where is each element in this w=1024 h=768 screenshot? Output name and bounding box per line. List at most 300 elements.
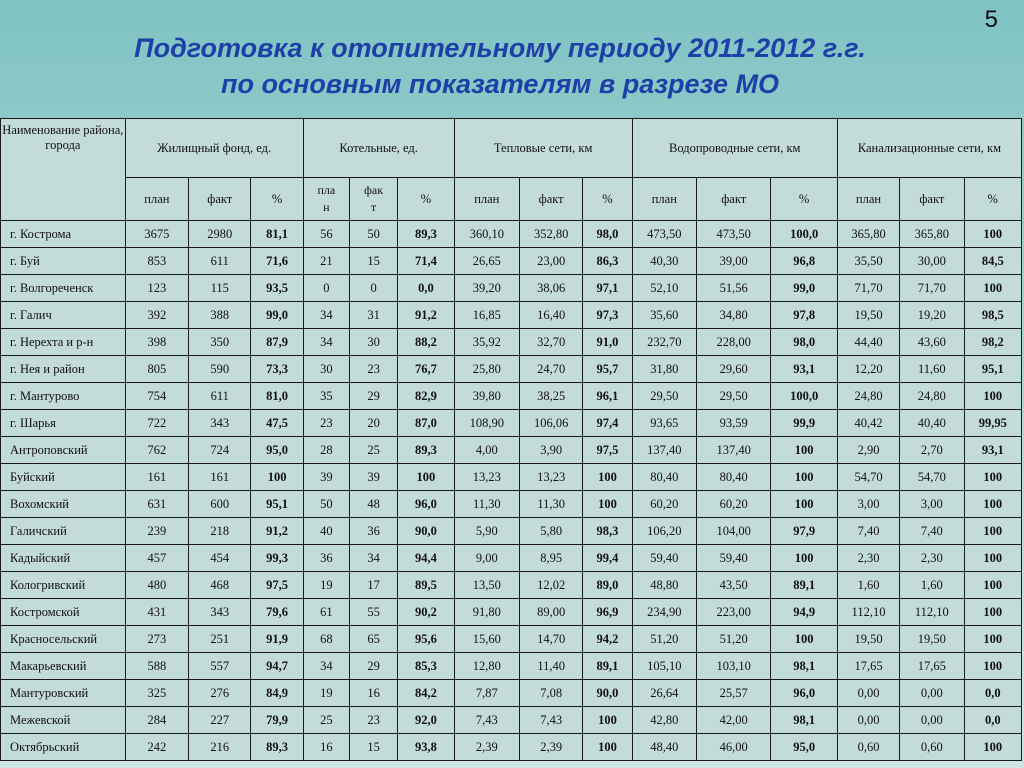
value-cell: 108,90	[454, 410, 519, 437]
percent-cell: 99,3	[251, 545, 303, 572]
percent-cell: 100	[964, 464, 1021, 491]
value-cell: 2980	[189, 221, 251, 248]
percent-cell: 100	[583, 491, 632, 518]
value-cell: 44,40	[837, 329, 899, 356]
value-cell: 42,00	[697, 707, 771, 734]
table-row	[1, 491, 1022, 518]
district-name: Макарьевский	[1, 653, 126, 680]
page-title	[0, 30, 1000, 102]
value-cell: 611	[189, 383, 251, 410]
value-cell: 17	[350, 572, 398, 599]
percent-cell: 98,0	[583, 221, 632, 248]
subheader-pct: %	[583, 178, 632, 221]
value-cell: 343	[189, 410, 251, 437]
percent-cell: 98,1	[771, 707, 837, 734]
value-cell: 137,40	[632, 437, 696, 464]
district-name: Кадыйский	[1, 545, 126, 572]
table-row	[1, 275, 1022, 302]
district-name: Красносельский	[1, 626, 126, 653]
percent-cell: 92,0	[398, 707, 454, 734]
percent-cell: 98,5	[964, 302, 1021, 329]
value-cell: 588	[125, 653, 188, 680]
percent-cell: 100	[251, 464, 303, 491]
percent-cell: 97,1	[583, 275, 632, 302]
value-cell: 365,80	[837, 221, 899, 248]
value-cell: 13,23	[454, 464, 519, 491]
value-cell: 3,00	[837, 491, 899, 518]
value-cell: 216	[189, 734, 251, 761]
percent-cell: 99,4	[583, 545, 632, 572]
district-name: Галичский	[1, 518, 126, 545]
percent-cell: 79,9	[251, 707, 303, 734]
value-cell: 239	[125, 518, 188, 545]
value-cell: 38,25	[519, 383, 582, 410]
table-row	[1, 302, 1022, 329]
indicators-table	[0, 118, 1022, 761]
value-cell: 12,02	[519, 572, 582, 599]
percent-cell: 100	[964, 626, 1021, 653]
value-cell: 1,60	[900, 572, 964, 599]
percent-cell: 89,0	[583, 572, 632, 599]
table-row	[1, 248, 1022, 275]
percent-cell: 94,2	[583, 626, 632, 653]
percent-cell: 84,5	[964, 248, 1021, 275]
percent-cell: 89,3	[251, 734, 303, 761]
district-name: г. Галич	[1, 302, 126, 329]
value-cell: 15,60	[454, 626, 519, 653]
value-cell: 48,80	[632, 572, 696, 599]
percent-cell: 100	[771, 545, 837, 572]
value-cell: 1,60	[837, 572, 899, 599]
value-cell: 473,50	[632, 221, 696, 248]
value-cell: 91,80	[454, 599, 519, 626]
subheader-fact: факт	[900, 178, 964, 221]
percent-cell: 100	[964, 545, 1021, 572]
value-cell: 25,80	[454, 356, 519, 383]
value-cell: 3,90	[519, 437, 582, 464]
table-row	[1, 653, 1022, 680]
percent-cell: 97,3	[583, 302, 632, 329]
value-cell: 34	[303, 329, 349, 356]
percent-cell: 47,5	[251, 410, 303, 437]
value-cell: 468	[189, 572, 251, 599]
value-cell: 242	[125, 734, 188, 761]
value-cell: 36	[303, 545, 349, 572]
value-cell: 11,40	[519, 653, 582, 680]
percent-cell: 96,8	[771, 248, 837, 275]
value-cell: 17,65	[900, 653, 964, 680]
subheader-pct: %	[964, 178, 1021, 221]
value-cell: 26,65	[454, 248, 519, 275]
value-cell: 29,50	[697, 383, 771, 410]
percent-cell: 99,9	[771, 410, 837, 437]
value-cell: 106,20	[632, 518, 696, 545]
table-row	[1, 599, 1022, 626]
value-cell: 25	[303, 707, 349, 734]
value-cell: 104,00	[697, 518, 771, 545]
percent-cell: 84,9	[251, 680, 303, 707]
percent-cell: 100	[583, 734, 632, 761]
value-cell: 600	[189, 491, 251, 518]
value-cell: 34,80	[697, 302, 771, 329]
percent-cell: 98,1	[771, 653, 837, 680]
value-cell: 39	[303, 464, 349, 491]
header-boilers: Котельные, ед.	[303, 119, 454, 178]
value-cell: 590	[189, 356, 251, 383]
percent-cell: 99,0	[771, 275, 837, 302]
percent-cell: 79,6	[251, 599, 303, 626]
value-cell: 557	[189, 653, 251, 680]
value-cell: 0	[350, 275, 398, 302]
value-cell: 43,60	[900, 329, 964, 356]
header-water-networks: Водопроводные сети, км	[632, 119, 837, 178]
value-cell: 24,70	[519, 356, 582, 383]
percent-cell: 100	[964, 599, 1021, 626]
percent-cell: 100	[771, 491, 837, 518]
value-cell: 7,43	[454, 707, 519, 734]
percent-cell: 95,0	[251, 437, 303, 464]
percent-cell: 100,0	[771, 383, 837, 410]
value-cell: 16,85	[454, 302, 519, 329]
value-cell: 31	[350, 302, 398, 329]
district-name: г. Волгореченск	[1, 275, 126, 302]
district-name: Буйский	[1, 464, 126, 491]
value-cell: 68	[303, 626, 349, 653]
percent-cell: 94,9	[771, 599, 837, 626]
value-cell: 2,39	[519, 734, 582, 761]
percent-cell: 71,4	[398, 248, 454, 275]
value-cell: 388	[189, 302, 251, 329]
percent-cell: 96,1	[583, 383, 632, 410]
value-cell: 2,70	[900, 437, 964, 464]
percent-cell: 89,1	[583, 653, 632, 680]
value-cell: 457	[125, 545, 188, 572]
percent-cell: 82,9	[398, 383, 454, 410]
percent-cell: 100,0	[771, 221, 837, 248]
value-cell: 29,60	[697, 356, 771, 383]
value-cell: 106,06	[519, 410, 582, 437]
value-cell: 60,20	[697, 491, 771, 518]
district-name: Антроповский	[1, 437, 126, 464]
value-cell: 4,00	[454, 437, 519, 464]
value-cell: 232,70	[632, 329, 696, 356]
district-name: г. Нерехта и р-н	[1, 329, 126, 356]
percent-cell: 100	[964, 653, 1021, 680]
subheader-plan: план	[837, 178, 899, 221]
value-cell: 51,20	[697, 626, 771, 653]
value-cell: 161	[189, 464, 251, 491]
value-cell: 35,92	[454, 329, 519, 356]
table-row	[1, 680, 1022, 707]
value-cell: 80,40	[697, 464, 771, 491]
value-cell: 0,00	[837, 707, 899, 734]
header-name: Наименование района, города	[1, 119, 126, 221]
value-cell: 11,60	[900, 356, 964, 383]
percent-cell: 89,1	[771, 572, 837, 599]
percent-cell: 90,0	[398, 518, 454, 545]
percent-cell: 95,1	[251, 491, 303, 518]
subheader-fact: факт	[189, 178, 251, 221]
district-name: Костромской	[1, 599, 126, 626]
value-cell: 19	[303, 572, 349, 599]
percent-cell: 100	[964, 572, 1021, 599]
value-cell: 123	[125, 275, 188, 302]
value-cell: 24,80	[900, 383, 964, 410]
table-row	[1, 734, 1022, 761]
value-cell: 42,80	[632, 707, 696, 734]
value-cell: 12,80	[454, 653, 519, 680]
district-name: Мантуровский	[1, 680, 126, 707]
value-cell: 392	[125, 302, 188, 329]
value-cell: 36	[350, 518, 398, 545]
table-row	[1, 356, 1022, 383]
percent-cell: 93,5	[251, 275, 303, 302]
percent-cell: 95,6	[398, 626, 454, 653]
percent-cell: 94,4	[398, 545, 454, 572]
value-cell: 115	[189, 275, 251, 302]
value-cell: 3,00	[900, 491, 964, 518]
percent-cell: 89,3	[398, 437, 454, 464]
value-cell: 137,40	[697, 437, 771, 464]
district-name: Межевской	[1, 707, 126, 734]
subheader-pct: %	[251, 178, 303, 221]
value-cell: 51,56	[697, 275, 771, 302]
subheader-plan: план	[454, 178, 519, 221]
value-cell: 46,00	[697, 734, 771, 761]
value-cell: 365,80	[900, 221, 964, 248]
percent-cell: 100	[771, 437, 837, 464]
percent-cell: 91,2	[251, 518, 303, 545]
value-cell: 89,00	[519, 599, 582, 626]
value-cell: 21	[303, 248, 349, 275]
value-cell: 480	[125, 572, 188, 599]
subheader-pct: %	[398, 178, 454, 221]
value-cell: 55	[350, 599, 398, 626]
subheader-pct: %	[771, 178, 837, 221]
percent-cell: 84,2	[398, 680, 454, 707]
percent-cell: 100	[964, 734, 1021, 761]
percent-cell: 97,4	[583, 410, 632, 437]
percent-cell: 87,0	[398, 410, 454, 437]
value-cell: 93,65	[632, 410, 696, 437]
value-cell: 71,70	[837, 275, 899, 302]
value-cell: 631	[125, 491, 188, 518]
percent-cell: 100	[964, 275, 1021, 302]
percent-cell: 97,8	[771, 302, 837, 329]
percent-cell: 93,1	[771, 356, 837, 383]
percent-cell: 73,3	[251, 356, 303, 383]
value-cell: 40,42	[837, 410, 899, 437]
value-cell: 2,30	[837, 545, 899, 572]
value-cell: 2,39	[454, 734, 519, 761]
value-cell: 59,40	[697, 545, 771, 572]
value-cell: 805	[125, 356, 188, 383]
value-cell: 16,40	[519, 302, 582, 329]
percent-cell: 100	[964, 383, 1021, 410]
value-cell: 51,20	[632, 626, 696, 653]
value-cell: 0,00	[900, 680, 964, 707]
value-cell: 325	[125, 680, 188, 707]
value-cell: 16	[350, 680, 398, 707]
table-row	[1, 221, 1022, 248]
value-cell: 234,90	[632, 599, 696, 626]
value-cell: 38,06	[519, 275, 582, 302]
value-cell: 25,57	[697, 680, 771, 707]
value-cell: 30	[350, 329, 398, 356]
value-cell: 93,59	[697, 410, 771, 437]
subheader-fact: факт	[519, 178, 582, 221]
district-name: г. Нея и район	[1, 356, 126, 383]
value-cell: 754	[125, 383, 188, 410]
table-row	[1, 437, 1022, 464]
value-cell: 29	[350, 653, 398, 680]
percent-cell: 97,9	[771, 518, 837, 545]
value-cell: 40,30	[632, 248, 696, 275]
value-cell: 16	[303, 734, 349, 761]
value-cell: 40,40	[900, 410, 964, 437]
percent-cell: 100	[964, 491, 1021, 518]
percent-cell: 91,0	[583, 329, 632, 356]
percent-cell: 98,2	[964, 329, 1021, 356]
district-name: г. Кострома	[1, 221, 126, 248]
value-cell: 61	[303, 599, 349, 626]
title-line-2: по основным показателям в разрезе МО	[221, 69, 779, 99]
value-cell: 39,20	[454, 275, 519, 302]
value-cell: 343	[189, 599, 251, 626]
percent-cell: 97,5	[251, 572, 303, 599]
district-name: г. Шарья	[1, 410, 126, 437]
value-cell: 48,40	[632, 734, 696, 761]
percent-cell: 99,0	[251, 302, 303, 329]
value-cell: 35	[303, 383, 349, 410]
value-cell: 20	[350, 410, 398, 437]
value-cell: 0,00	[837, 680, 899, 707]
value-cell: 105,10	[632, 653, 696, 680]
title-line-1: Подготовка к отопительному периоду 2011-2012 г.г.	[134, 33, 866, 63]
value-cell: 23	[350, 356, 398, 383]
value-cell: 39,00	[697, 248, 771, 275]
value-cell: 454	[189, 545, 251, 572]
percent-cell: 93,1	[964, 437, 1021, 464]
percent-cell: 95,0	[771, 734, 837, 761]
value-cell: 23,00	[519, 248, 582, 275]
percent-cell: 94,7	[251, 653, 303, 680]
value-cell: 722	[125, 410, 188, 437]
value-cell: 19,20	[900, 302, 964, 329]
value-cell: 15	[350, 734, 398, 761]
value-cell: 7,40	[900, 518, 964, 545]
percent-cell: 89,5	[398, 572, 454, 599]
subheader-plan: план	[632, 178, 696, 221]
percent-cell: 85,3	[398, 653, 454, 680]
value-cell: 11,30	[519, 491, 582, 518]
percent-cell: 90,2	[398, 599, 454, 626]
value-cell: 251	[189, 626, 251, 653]
value-cell: 80,40	[632, 464, 696, 491]
value-cell: 26,64	[632, 680, 696, 707]
value-cell: 7,43	[519, 707, 582, 734]
value-cell: 65	[350, 626, 398, 653]
percent-cell: 100	[583, 464, 632, 491]
table-row	[1, 707, 1022, 734]
value-cell: 39	[350, 464, 398, 491]
subheader-fact: факт	[697, 178, 771, 221]
value-cell: 431	[125, 599, 188, 626]
value-cell: 398	[125, 329, 188, 356]
percent-cell: 0,0	[964, 680, 1021, 707]
percent-cell: 87,9	[251, 329, 303, 356]
table-row	[1, 518, 1022, 545]
value-cell: 35,50	[837, 248, 899, 275]
percent-cell: 98,3	[583, 518, 632, 545]
value-cell: 273	[125, 626, 188, 653]
value-cell: 276	[189, 680, 251, 707]
value-cell: 14,70	[519, 626, 582, 653]
value-cell: 40	[303, 518, 349, 545]
value-cell: 9,00	[454, 545, 519, 572]
value-cell: 8,95	[519, 545, 582, 572]
value-cell: 43,50	[697, 572, 771, 599]
district-name: г. Буй	[1, 248, 126, 275]
value-cell: 34	[303, 302, 349, 329]
value-cell: 52,10	[632, 275, 696, 302]
value-cell: 112,10	[900, 599, 964, 626]
subheader-fact: фак т	[350, 178, 398, 221]
slide-number: 5	[984, 6, 998, 33]
value-cell: 30	[303, 356, 349, 383]
value-cell: 13,23	[519, 464, 582, 491]
value-cell: 12,20	[837, 356, 899, 383]
percent-cell: 100	[964, 221, 1021, 248]
value-cell: 34	[350, 545, 398, 572]
value-cell: 223,00	[697, 599, 771, 626]
subheader-plan: план	[125, 178, 188, 221]
value-cell: 473,50	[697, 221, 771, 248]
value-cell: 19,50	[837, 626, 899, 653]
value-cell: 103,10	[697, 653, 771, 680]
value-cell: 762	[125, 437, 188, 464]
value-cell: 11,30	[454, 491, 519, 518]
percent-cell: 98,0	[771, 329, 837, 356]
district-name: Вохомский	[1, 491, 126, 518]
percent-cell: 100	[583, 707, 632, 734]
value-cell: 50	[350, 221, 398, 248]
percent-cell: 91,9	[251, 626, 303, 653]
percent-cell: 88,2	[398, 329, 454, 356]
value-cell: 5,80	[519, 518, 582, 545]
percent-cell: 100	[771, 626, 837, 653]
value-cell: 13,50	[454, 572, 519, 599]
value-cell: 284	[125, 707, 188, 734]
value-cell: 611	[189, 248, 251, 275]
percent-cell: 0,0	[964, 707, 1021, 734]
percent-cell: 96,0	[398, 491, 454, 518]
percent-cell: 95,1	[964, 356, 1021, 383]
table-row	[1, 572, 1022, 599]
percent-cell: 93,8	[398, 734, 454, 761]
value-cell: 34	[303, 653, 349, 680]
value-cell: 7,40	[837, 518, 899, 545]
value-cell: 360,10	[454, 221, 519, 248]
value-cell: 54,70	[837, 464, 899, 491]
value-cell: 19,50	[900, 626, 964, 653]
table-row	[1, 545, 1022, 572]
percent-cell: 81,0	[251, 383, 303, 410]
value-cell: 71,70	[900, 275, 964, 302]
value-cell: 228,00	[697, 329, 771, 356]
value-cell: 350	[189, 329, 251, 356]
table-row	[1, 329, 1022, 356]
